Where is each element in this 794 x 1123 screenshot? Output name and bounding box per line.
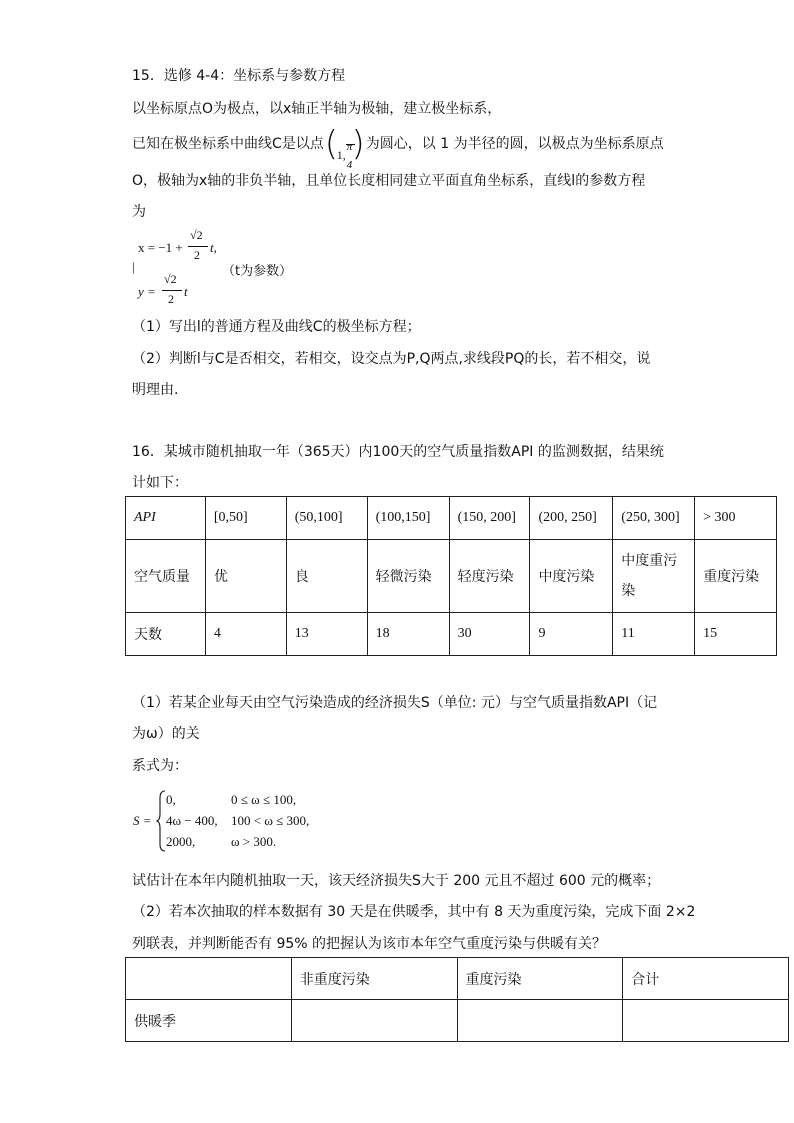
q16-part1d: 试估计在本年内随机抽取一天，该天经济损失S大于 200 元且不超过 600 元的概率； — [132, 873, 661, 889]
q16-intro1: 16．某城市随机抽取一年（365天）内100天的空气质量指数API 的监测数据，结果统 — [132, 444, 664, 460]
table-cell: 30 — [449, 613, 530, 656]
piece-r3a: 2000, — [166, 834, 196, 849]
piece-r2a: 4ω − 400, — [166, 813, 218, 828]
table-cell: 中度污染 — [530, 540, 613, 613]
table-cell: > 300 — [695, 497, 777, 540]
q16-part1b: 为ω）的关 — [132, 726, 200, 742]
table-cell[interactable] — [291, 1000, 457, 1042]
param-y-den: 2 — [168, 292, 174, 306]
param-x-lhs: x = −1 + — [138, 240, 183, 255]
q15-part2b: 明理由. — [132, 382, 179, 398]
table-cell: 良 — [286, 540, 367, 613]
table-cell: 重度污染 — [457, 958, 623, 1000]
contingency-table — [125, 957, 789, 1042]
param-x-den: 2 — [194, 248, 200, 262]
table-cell: (200, 250] — [530, 497, 613, 540]
piece-lhs: S = — [133, 813, 152, 828]
q15-part1: （1）写出l的普通方程及曲线C的极坐标方程； — [132, 319, 421, 335]
table-cell: 9 — [530, 613, 613, 656]
q15-part2a: （2）判断l与C是否相交，若相交，设交点为P,Q两点,求线段PQ的长，若不相交，说 — [132, 351, 651, 367]
table-row-days — [126, 613, 777, 656]
param-y-num: √2 — [164, 272, 177, 286]
param-x-t: t, — [210, 240, 217, 255]
table-cell: (150, 200] — [449, 497, 530, 540]
q16-intro2: 计如下： — [132, 475, 188, 491]
table-cell: (50,100] — [286, 497, 367, 540]
q15-heading: 15．选修 4-4：坐标系与参数方程 — [132, 68, 346, 84]
piece-r1b: 0 ≤ ω ≤ 100, — [231, 792, 297, 807]
table-cell: API — [126, 497, 206, 540]
point-coordinates: ( 1, π 4 ) — [324, 124, 365, 171]
table-cell: (250, 300] — [613, 497, 695, 540]
table-cell: 轻微污染 — [367, 540, 449, 613]
piece-r2b: 100 < ω ≤ 300, — [231, 813, 310, 828]
table-cell: 空气质量 — [126, 540, 206, 613]
table-cell: [0,50] — [205, 497, 286, 540]
q15-line4: 为 — [132, 204, 146, 220]
param-y-lhs: y = — [138, 284, 156, 299]
table-cell: 18 — [367, 613, 449, 656]
table-row-api — [126, 497, 777, 540]
table-cell: 优 — [205, 540, 286, 613]
q15-line2 — [132, 124, 664, 171]
table-row-quality — [126, 540, 777, 613]
q16-part2b: 列联表，并判断能否有 95% 的把握认为该市本年空气重度污染与供暖有关？ — [132, 936, 607, 952]
table-cell: (100,150] — [367, 497, 449, 540]
table-row-header — [126, 958, 789, 1000]
piece-r3b: ω > 300. — [231, 834, 277, 849]
param-note: （t为参数） — [222, 264, 293, 279]
q15-line2b: 为圆心，以 1 为半径的圆，以极点为坐标系原点 — [365, 136, 664, 152]
table-row-heating — [126, 1000, 789, 1042]
table-cell[interactable] — [623, 1000, 789, 1042]
api-table — [125, 496, 777, 656]
table-cell[interactable] — [457, 1000, 623, 1042]
param-y-t: t — [184, 284, 188, 299]
q16-part1a: （1）若某企业每天由空气污染造成的经济损失S（单位: 元）与空气质量指数API（记 — [132, 695, 658, 711]
table-cell: 轻度污染 — [449, 540, 530, 613]
table-cell: 4 — [205, 613, 286, 656]
q15-line3: O，极轴为x轴的非负半轴，且单位长度相同建立平面直角坐标系，直线l的参数方程 — [132, 173, 646, 189]
table-cell: 非重度污染 — [291, 958, 457, 1000]
param-x-num: √2 — [190, 228, 203, 242]
q15-line1: 以坐标原点O为极点，以x轴正半轴为极轴，建立极坐标系， — [132, 101, 502, 117]
brace-icon — [156, 790, 166, 852]
table-cell: 13 — [286, 613, 367, 656]
table-cell: 天数 — [126, 613, 206, 656]
table-cell: 重度污染 — [695, 540, 777, 613]
table-cell: 合计 — [623, 958, 789, 1000]
piece-r1a: 0, — [166, 792, 176, 807]
q15-line2a: 已知在极坐标系中曲线C是以点 — [132, 136, 324, 152]
q16-part1c: 系式为： — [132, 758, 188, 774]
table-cell: 11 — [613, 613, 695, 656]
table-cell: 15 — [695, 613, 777, 656]
q16-part2a: （2）若本次抽取的样本数据有 30 天是在供暖季，其中有 8 天为重度污染，完成下面 2×2 — [132, 904, 696, 920]
param-brace: | — [132, 259, 135, 274]
table-cell — [126, 958, 292, 1000]
table-cell: 供暖季 — [126, 1000, 292, 1042]
table-cell: 中度重污染 — [613, 540, 695, 613]
